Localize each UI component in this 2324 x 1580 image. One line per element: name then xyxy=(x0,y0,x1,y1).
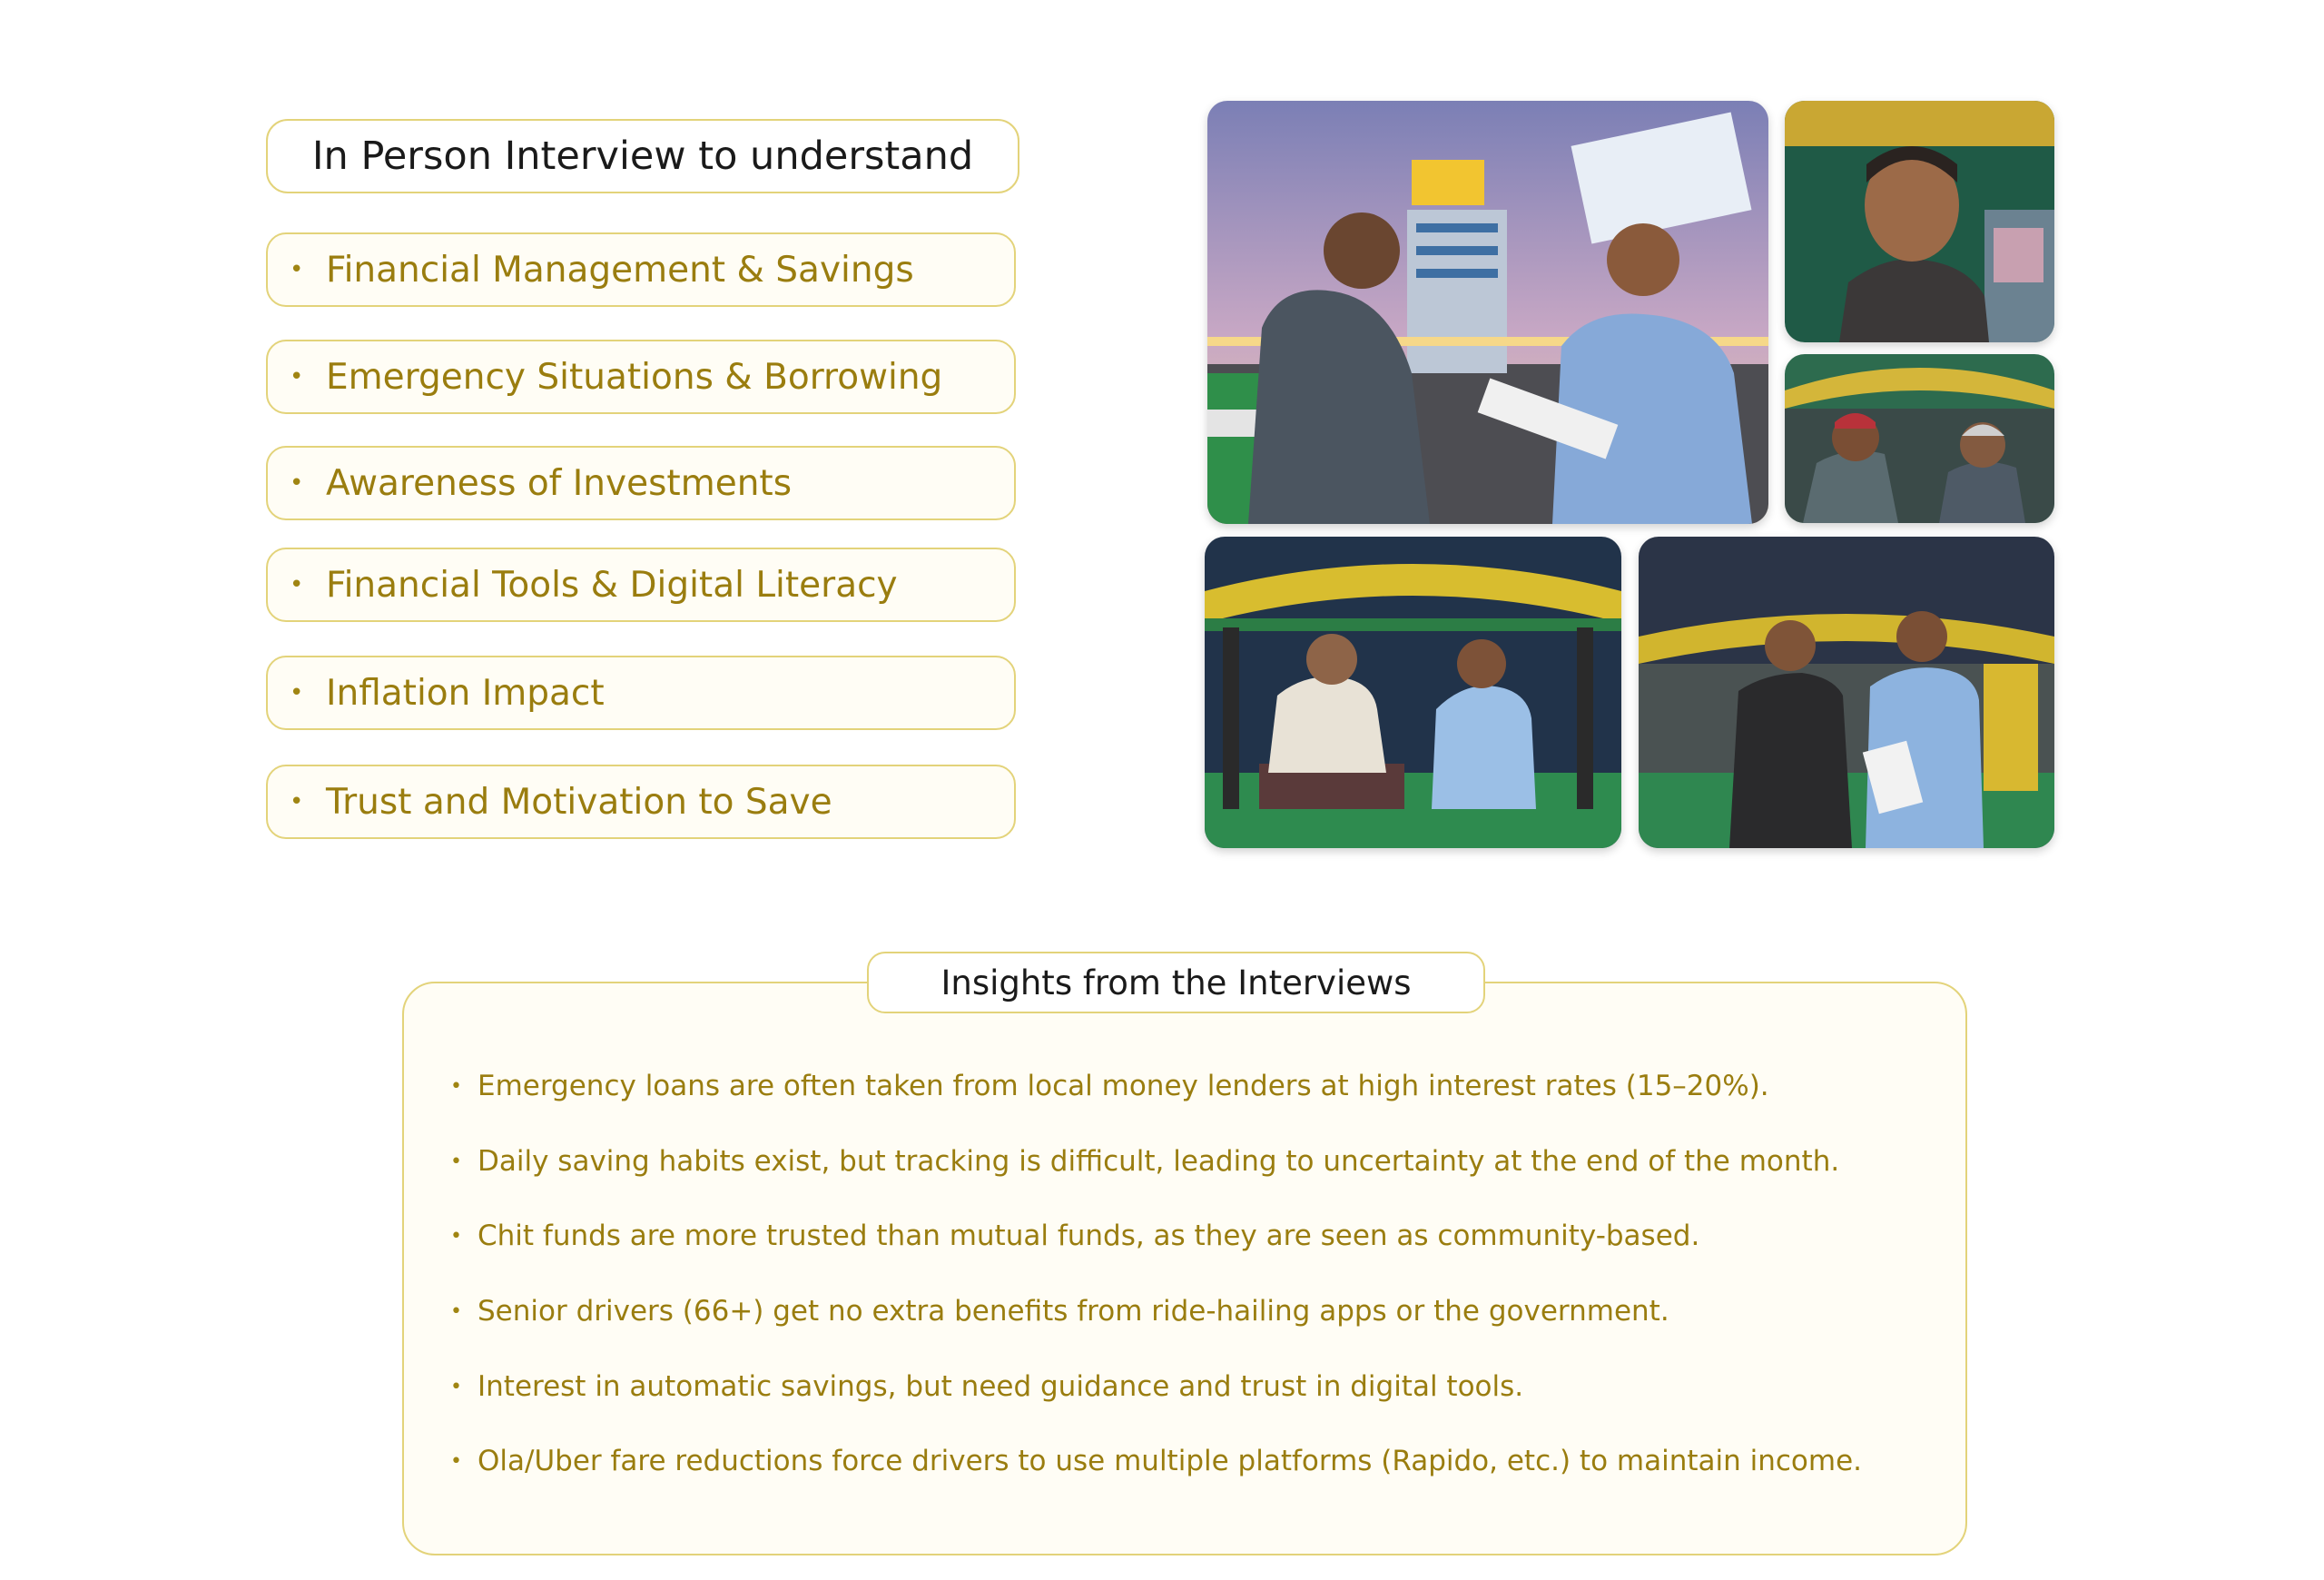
topic-label: Emergency Situations & Borrowing xyxy=(326,356,943,398)
insight-text: Daily saving habits exist, but tracking is difficult, leading to uncertainty at the end of the month. xyxy=(478,1145,1840,1178)
topic-item xyxy=(266,548,1016,622)
insight-item xyxy=(450,1364,1523,1409)
topic-label: Financial Tools & Digital Literacy xyxy=(326,564,898,606)
interview-title: In Person Interview to understand xyxy=(311,133,974,179)
bullet-icon: • xyxy=(290,256,304,283)
insight-item xyxy=(450,1438,1862,1484)
insight-text: Ola/Uber fare reductions force drivers to use multiple platforms (Rapido, etc.) to maintain income. xyxy=(478,1445,1863,1477)
topic-item xyxy=(266,232,1016,307)
topic-label: Trust and Motivation to Save xyxy=(326,781,832,823)
photo-driver-and-interviewer xyxy=(1639,537,2054,848)
photo-driver-portrait xyxy=(1785,101,2054,342)
bullet-icon: • xyxy=(450,1299,462,1323)
insight-item xyxy=(450,1289,1669,1334)
topic-item xyxy=(266,446,1016,520)
bullet-icon: • xyxy=(450,1449,462,1473)
bullet-icon: • xyxy=(450,1074,462,1098)
insight-text: Emergency loans are often taken from local money lenders at high interest rates (15–20%). xyxy=(478,1070,1769,1102)
bullet-icon: • xyxy=(290,679,304,706)
insights-title: Insights from the Interviews xyxy=(940,963,1412,1002)
topic-item xyxy=(266,340,1016,414)
bullet-icon: • xyxy=(290,788,304,815)
insights-title-box xyxy=(867,952,1485,1013)
insight-text: Senior drivers (66+) get no extra benefits from ride-hailing apps or the government. xyxy=(478,1295,1669,1328)
topic-label: Awareness of Investments xyxy=(326,462,793,504)
photo-street-interview xyxy=(1207,101,1768,524)
bullet-icon: • xyxy=(290,571,304,598)
photo-two-drivers xyxy=(1785,354,2054,523)
bullet-icon: • xyxy=(290,363,304,390)
bullet-icon: • xyxy=(450,1150,462,1173)
bullet-icon: • xyxy=(290,469,304,497)
insight-text: Chit funds are more trusted than mutual funds, as they are seen as community-based. xyxy=(478,1220,1700,1252)
topic-label: Financial Management & Savings xyxy=(326,249,914,291)
interview-title-box xyxy=(266,119,1019,193)
photo-rickshaw-interview xyxy=(1205,537,1621,848)
insight-item xyxy=(450,1213,1699,1259)
insight-item xyxy=(450,1139,1839,1184)
topic-item xyxy=(266,656,1016,730)
insight-item xyxy=(450,1063,1769,1109)
bullet-icon: • xyxy=(450,1375,462,1398)
bullet-icon: • xyxy=(450,1224,462,1248)
topic-item xyxy=(266,765,1016,839)
insight-text: Interest in automatic savings, but need guidance and trust in digital tools. xyxy=(478,1370,1524,1403)
topic-label: Inflation Impact xyxy=(326,672,605,714)
